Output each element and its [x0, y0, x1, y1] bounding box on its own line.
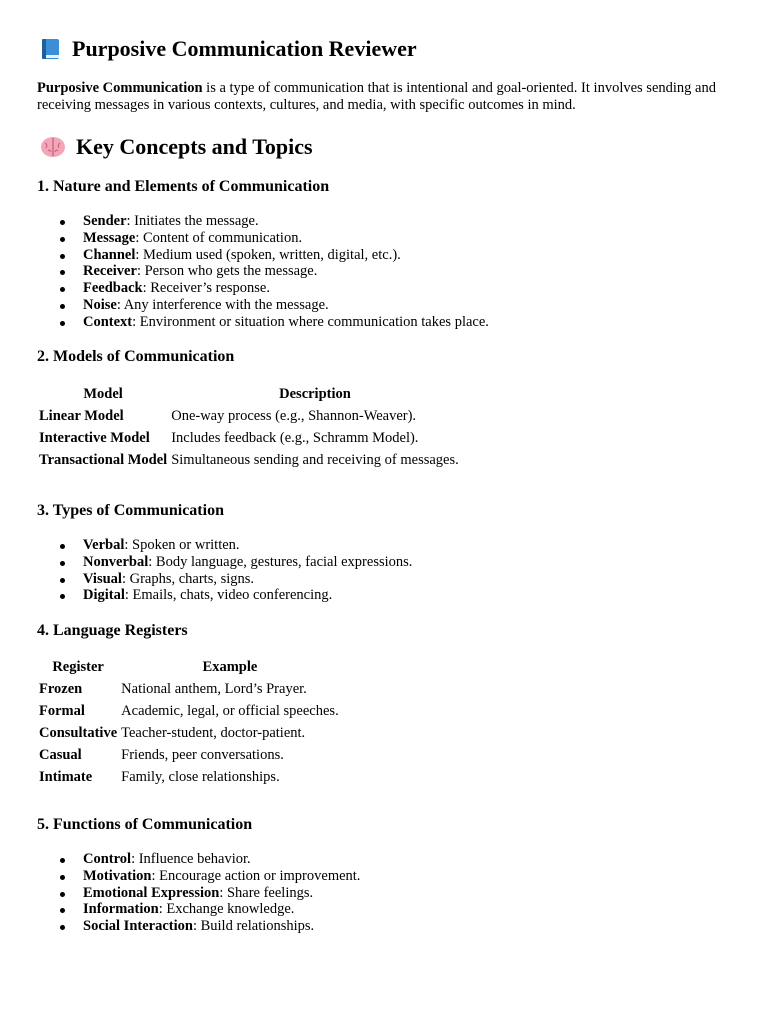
list-item: Social Interaction: Build relationships. [58, 918, 360, 935]
key-concepts-heading [40, 134, 313, 160]
table-header-row [37, 657, 341, 679]
list-item: Control: Influence behavior. [58, 851, 360, 868]
table-row [37, 406, 461, 428]
table-cell: Academic, legal, or official speeches. [121, 703, 339, 719]
section-4-heading: 4. Language Registers [37, 622, 188, 639]
list-item: Information: Exchange knowledge. [58, 901, 360, 918]
table-cell: Frozen [39, 681, 83, 697]
list-item: Noise: Any interference with the message. [58, 297, 489, 314]
section-3-heading: 3. Types of Communication [37, 502, 224, 519]
table-cell: Friends, peer conversations. [121, 747, 284, 763]
table-row [37, 428, 461, 450]
table-cell: Family, close relationships. [121, 769, 280, 785]
table-cell: National anthem, Lord’s Prayer. [121, 681, 307, 697]
list-item: Emotional Expression: Share feelings. [58, 885, 360, 902]
table-cell: Formal [39, 703, 85, 719]
column-header: Register [52, 659, 104, 675]
column-header: Example [202, 659, 258, 675]
table-row [37, 679, 341, 701]
models-table [37, 384, 461, 472]
elements-list [58, 213, 489, 331]
table-cell: Linear Model [39, 408, 124, 424]
column-header: Model [83, 386, 123, 402]
table-cell: Teacher-student, doctor-patient. [121, 725, 306, 741]
section-5-heading: 5. Functions of Communication [37, 816, 253, 833]
list-item: Digital: Emails, chats, video conferencing. [58, 587, 412, 604]
table-cell: Includes feedback (e.g., Schramm Model). [171, 430, 419, 446]
list-item: Feedback: Receiver’s response. [58, 280, 489, 297]
table-row [37, 745, 341, 767]
page-title-text: Purposive Communication Reviewer [72, 36, 417, 61]
page-title [40, 36, 417, 62]
key-concepts-heading-text: Key Concepts and Topics [76, 134, 313, 159]
list-item: Verbal: Spoken or written. [58, 537, 412, 554]
intro-term: Purposive Communication [37, 80, 203, 96]
list-item: Message: Content of communication. [58, 230, 489, 247]
table-cell: Interactive Model [39, 430, 150, 446]
list-item: Sender: Initiates the message. [58, 213, 489, 230]
list-item: Channel: Medium used (spoken, written, digital, etc.). [58, 247, 489, 264]
table-header-row [37, 384, 461, 406]
section-1-heading: 1. Nature and Elements of Communication [37, 178, 330, 195]
section-2-heading: 2. Models of Communication [37, 348, 235, 365]
table-cell: Transactional Model [39, 452, 168, 468]
table-row [37, 450, 461, 472]
book-icon [40, 37, 62, 61]
table-cell: Casual [39, 747, 82, 763]
table-cell: One-way process (e.g., Shannon-Weaver). [171, 408, 417, 424]
table-cell: Consultative [39, 725, 118, 741]
table-row [37, 767, 341, 789]
table-cell: Simultaneous sending and receiving of messages. [171, 452, 459, 468]
list-item: Context: Environment or situation where communication takes place. [58, 314, 489, 331]
list-item: Motivation: Encourage action or improvement. [58, 868, 360, 885]
table-row [37, 701, 341, 723]
list-item: Receiver: Person who gets the message. [58, 263, 489, 280]
table-cell: Intimate [39, 769, 93, 785]
brain-icon [40, 135, 66, 159]
functions-list [58, 851, 360, 935]
list-item: Nonverbal: Body language, gestures, facial expressions. [58, 554, 412, 571]
types-list [58, 537, 412, 604]
table-row [37, 723, 341, 745]
intro-paragraph [37, 80, 737, 114]
list-item: Visual: Graphs, charts, signs. [58, 571, 412, 588]
column-header: Description [279, 386, 351, 402]
intro-text: is a type of communication that is intentional and goal-oriented. It involves sending and receiving messages in various contexts, cultures, and media, with specific outcomes in mind. [37, 80, 716, 113]
registers-table [37, 657, 341, 789]
